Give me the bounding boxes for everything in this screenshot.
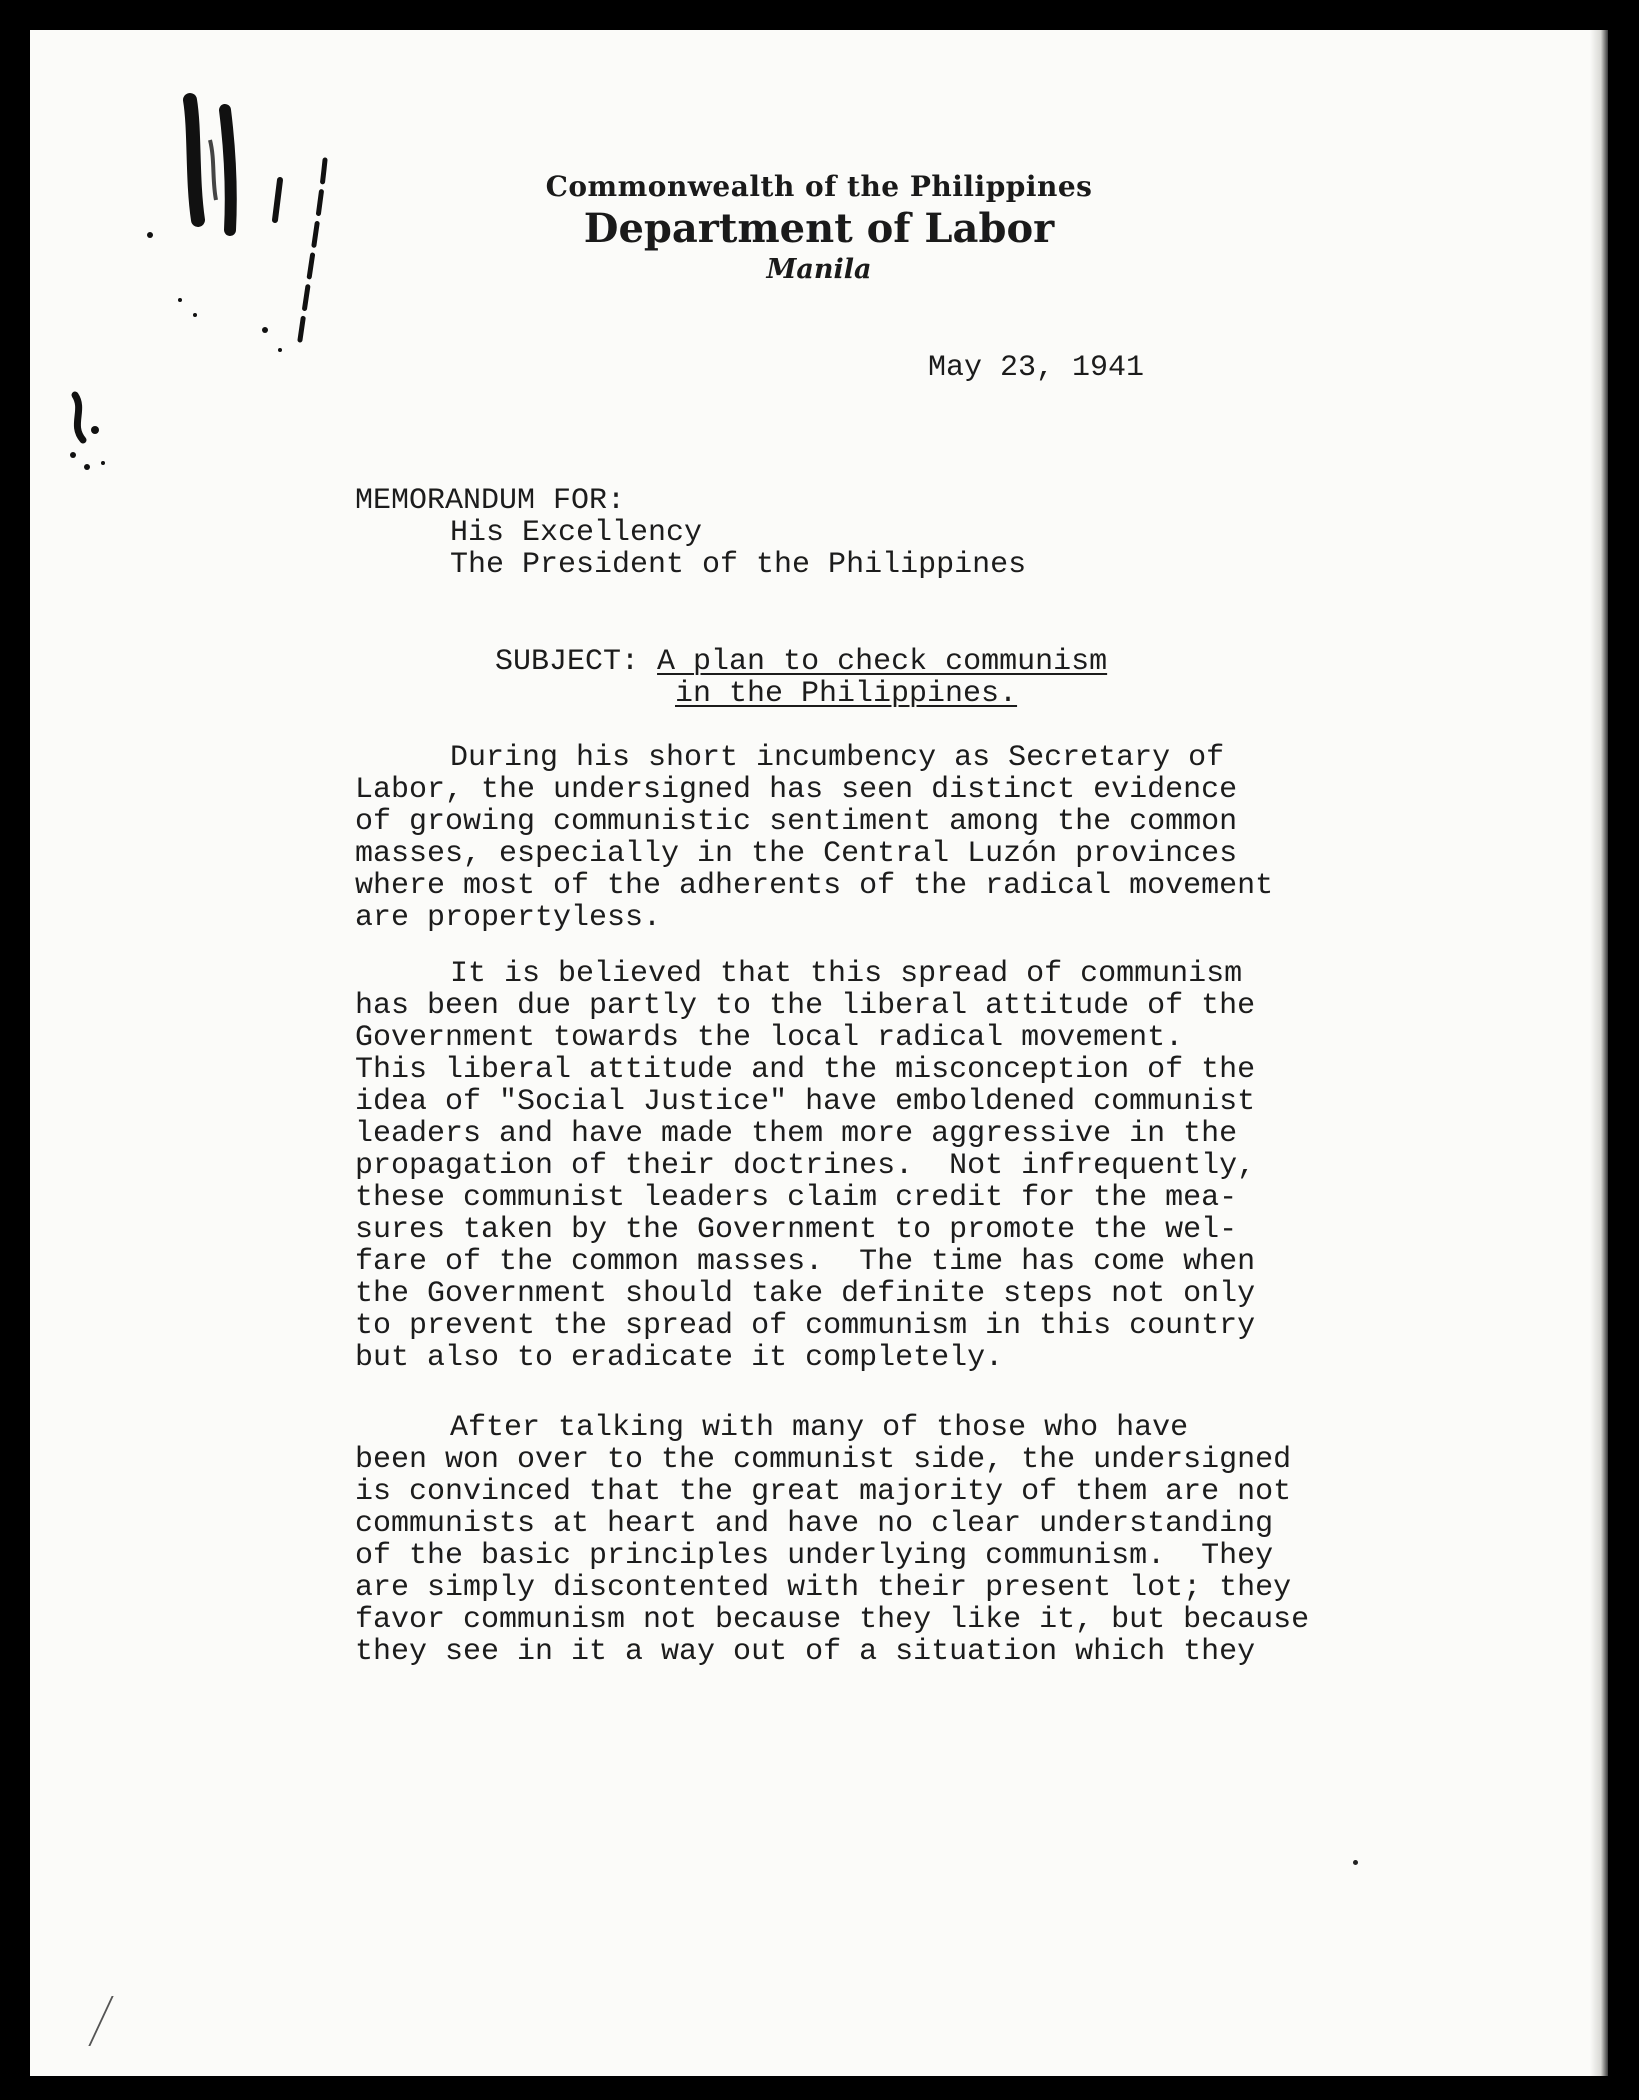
paragraph-line: It is believed that this spread of communism bbox=[450, 957, 1243, 991]
letterhead-city: Manila bbox=[766, 254, 872, 285]
paragraph-1 bbox=[355, 742, 1273, 934]
paragraph-line: is convinced that the great majority of them are not bbox=[355, 1475, 1292, 1509]
paragraph-line: communists at heart and have no clear understanding bbox=[355, 1507, 1274, 1541]
paragraph-line: During his short incumbency as Secretary of bbox=[450, 741, 1225, 775]
paragraph-line: of growing communistic sentiment among the common bbox=[355, 805, 1238, 839]
paragraph-line: these communist leaders claim credit for the mea- bbox=[355, 1181, 1238, 1215]
paragraph-line: where most of the adherents of the radical movement bbox=[355, 869, 1274, 903]
paragraph-line: has been due partly to the liberal attitude of the bbox=[355, 989, 1256, 1023]
addressee-title: His Excellency bbox=[450, 516, 703, 550]
paragraph-line: sures taken by the Government to promote the wel- bbox=[355, 1213, 1238, 1247]
paragraph-line: of the basic principles underlying communism. They bbox=[355, 1539, 1274, 1573]
paragraph-line: masses, especially in the Central Luzón provinces bbox=[355, 837, 1238, 871]
subject-line-2: in the Philippines. bbox=[675, 677, 1018, 711]
pencil-mark bbox=[88, 1996, 153, 2046]
paragraph-line: but also to eradicate it completely. bbox=[355, 1341, 1004, 1375]
page-edge bbox=[1590, 30, 1608, 2076]
document-page bbox=[30, 30, 1608, 2076]
letterhead-department: Department of Labor bbox=[583, 205, 1055, 252]
paragraph-line: idea of "Social Justice" have emboldened communist bbox=[355, 1085, 1256, 1119]
ink-dot bbox=[1353, 1860, 1358, 1865]
paragraph-line: fare of the common masses. The time has come when bbox=[355, 1245, 1256, 1279]
ink-smudge bbox=[55, 385, 115, 485]
letterhead-commonwealth: Commonwealth of the Philippines bbox=[545, 170, 1093, 203]
subject-line-1: A plan to check communism bbox=[657, 645, 1108, 679]
paragraph-3 bbox=[355, 1412, 1309, 1668]
paragraph-line: favor communism not because they like it, but because bbox=[355, 1603, 1310, 1637]
memo-date: May 23, 1941 bbox=[928, 351, 1145, 385]
memo-header bbox=[355, 484, 1027, 582]
subject-block bbox=[495, 646, 1107, 710]
paragraph-line: This liberal attitude and the misconception of the bbox=[355, 1053, 1256, 1087]
paragraph-2 bbox=[355, 958, 1255, 1374]
paragraph-line: been won over to the communist side, the undersigned bbox=[355, 1443, 1292, 1477]
paragraph-line: they see in it a way out of a situation which they bbox=[355, 1635, 1256, 1669]
subject-label: SUBJECT: bbox=[495, 645, 640, 679]
paragraph-line: After talking with many of those who have bbox=[450, 1411, 1189, 1445]
paragraph-line: Labor, the undersigned has seen distinct evidence bbox=[355, 773, 1238, 807]
paragraph-line: are simply discontented with their present lot; they bbox=[355, 1571, 1292, 1605]
paragraph-line: are propertyless. bbox=[355, 901, 662, 935]
paragraph-line: to prevent the spread of communism in this country bbox=[355, 1309, 1256, 1343]
paragraph-line: propagation of their doctrines. Not infrequently, bbox=[355, 1149, 1256, 1183]
letterhead bbox=[30, 170, 1608, 285]
memo-heading: MEMORANDUM FOR: bbox=[355, 484, 626, 518]
paragraph-line: leaders and have made them more aggressive in the bbox=[355, 1117, 1238, 1151]
paragraph-line: the Government should take definite steps not only bbox=[355, 1277, 1256, 1311]
paragraph-line: Government towards the local radical movement. bbox=[355, 1021, 1184, 1055]
addressee-name: The President of the Philippines bbox=[450, 548, 1027, 582]
